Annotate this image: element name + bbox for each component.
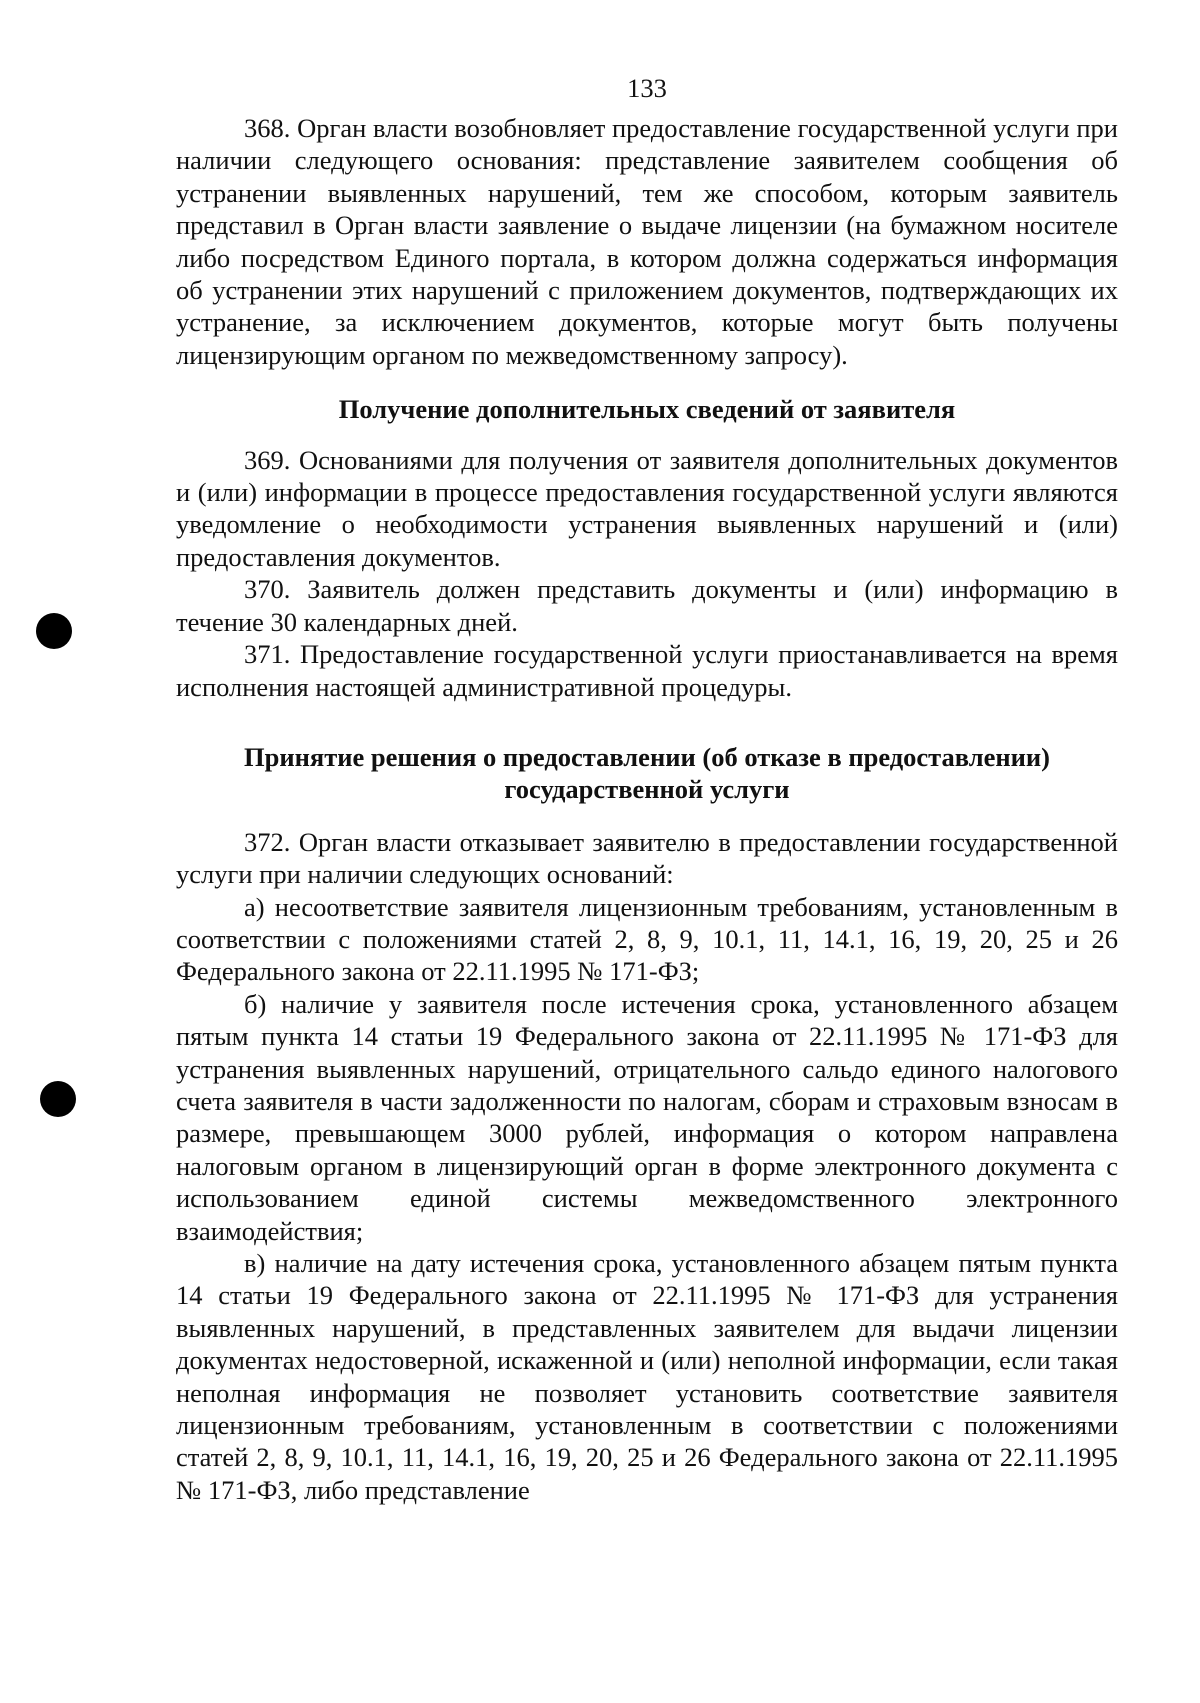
paragraph-372-b: б) наличие у заявителя после истечения срока, установленного абзацем пятым пункта 14 статьи 19 Федерального закона от 22.11.1995 № 171-ФЗ для устранения выявленных нарушений, отрицательного сальдо единого налогового счета заявителя в части задолженности по налогам, сборам и страховым взносам в размере, превышающем 3000 рублей, информация о котором направлена налоговым органом в лицензирующий орган в форме электронного документа с использованием единой системы межведомственного электронного взаимодействия;: [176, 988, 1118, 1246]
paragraph-369: 369. Основаниями для получения от заявителя дополнительных документов и (или) информации в процессе предоставления государственной услуги являются уведомление о необходимости устранения выявленных нарушений и (или) предоставления документов.: [176, 444, 1118, 572]
paragraph-372-c: в) наличие на дату истечения срока, установленного абзацем пятым пункта 14 статьи 19 Федерального закона от 22.11.1995 № 171-ФЗ для устранения выявленных нарушений, в представленных заявителем для выдачи лицензии документах недостоверной, искаженной и (или) неполной информации, если такая неполная информация не позволяет установить соответствие заявителя лицензионным требованиям, установленным в соответствии с положениями статей 2, 8, 9, 10.1, 11, 14.1, 16, 19, 20, 25 и 26 Федерального закона от 22.11.1995 № 171-ФЗ, либо представление: [176, 1248, 1118, 1505]
page-number: 133: [627, 73, 667, 103]
punch-hole: [40, 1081, 76, 1117]
punch-hole: [36, 613, 72, 649]
paragraph-368: 368. Орган власти возобновляет предоставление государственной услуги при наличии следующего основания: представление заявителем сообщения об устранении выявленных нарушений, тем же способом, которым заявитель представил в Орган власти заявление о выдаче лицензии (на бумажном носителе либо посредством Единого портала, в котором должна содержаться информация об устранении этих нарушений с приложением документов, подтверждающих их устранение, за исключением документов, которые могут быть получены лицензирующим органом по межведомственному запросу).: [176, 113, 1118, 370]
section-heading-additional-info: Получение дополнительных сведений от заявителя: [338, 394, 956, 425]
document-page: [176, 72, 1118, 1506]
paragraph-372: 372. Орган власти отказывает заявителю в предоставлении государственной услуги при наличии следующих оснований:: [176, 826, 1118, 890]
section-heading-decision: Принятие решения о предоставлении (об отказе в предоставлении) государственной услуги: [244, 741, 1050, 805]
paragraph-371: 371. Предоставление государственной услуги приостанавливается на время исполнения настоящей административной процедуры.: [176, 639, 1118, 702]
paragraph-372-a: а) несоответствие заявителя лицензионным требованиям, установленным в соответствии с положениями статей 2, 8, 9, 10.1, 11, 14.1, 16, 19, 20, 25 и 26 Федерального закона от 22.11.1995 № 171-ФЗ;: [176, 891, 1118, 987]
paragraph-370: 370. Заявитель должен представить документы и (или) информацию в течение 30 календарных дней.: [176, 574, 1118, 637]
